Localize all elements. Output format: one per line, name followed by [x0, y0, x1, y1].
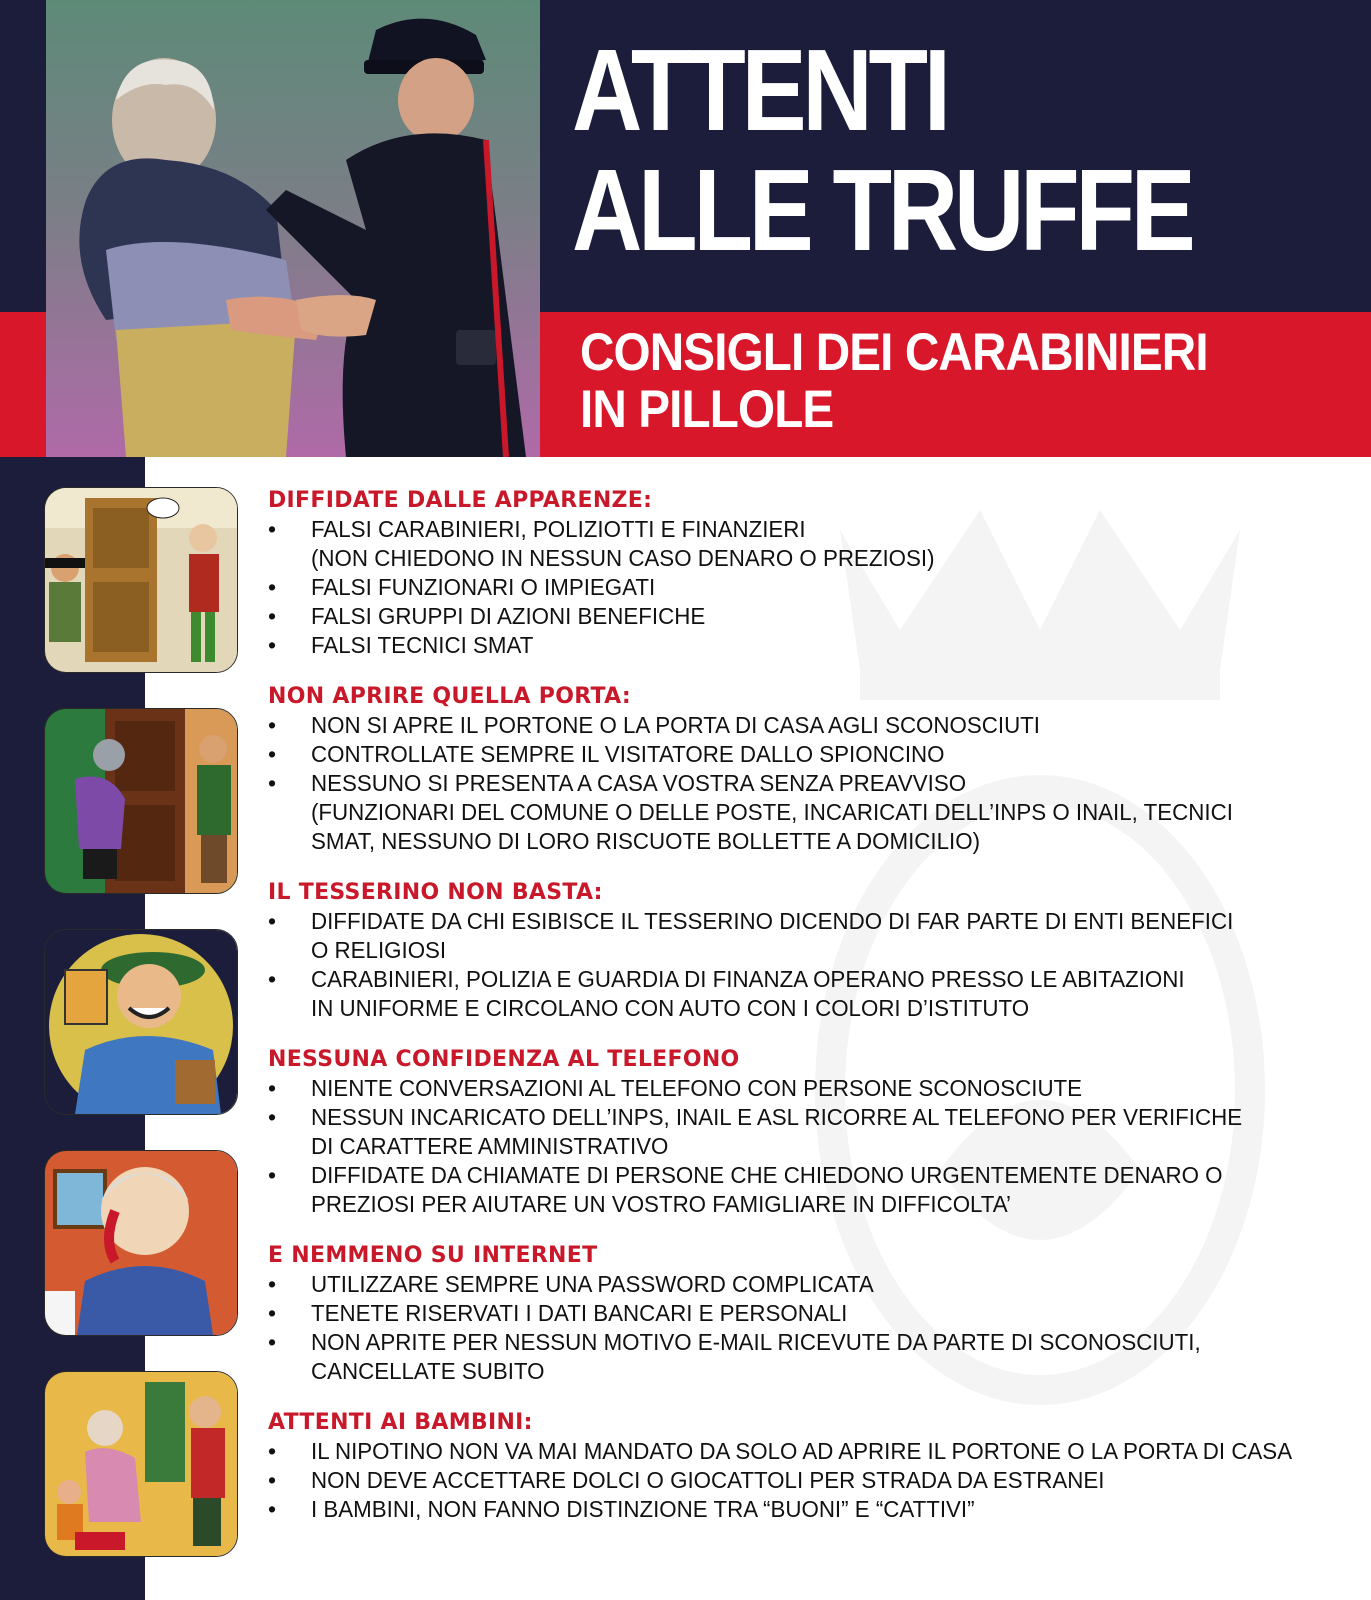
section-porta — [268, 682, 1358, 856]
list-item-continuation — [268, 798, 1358, 827]
children-door-illustration — [44, 1371, 238, 1557]
list-item — [268, 907, 1358, 936]
section-tesserino — [268, 878, 1358, 1023]
title-line: ATTENTI — [572, 25, 947, 155]
section-title: DIFFIDATE DALLE APPARENZE: — [268, 488, 653, 513]
line: NESSUN INCARICATO DELL’INPS, INAIL E ASL RICORRE AL TELEFONO PER VERIFICHE — [311, 1104, 1243, 1130]
line: SMAT, NESSUNO DI LORO RISCUOTE BOLLETTE A DOMICILIO) — [311, 828, 981, 854]
phone-call-illustration — [44, 1150, 238, 1336]
line: FALSI TECNICI SMAT — [311, 632, 534, 658]
list-item — [268, 740, 1358, 769]
section-title: IL TESSERINO NON BASTA: — [268, 880, 603, 905]
line: DIFFIDATE DA CHI ESIBISCE IL TESSERINO DICENDO DI FAR PARTE DI ENTI BENEFICI — [311, 908, 1234, 934]
section-bambini — [268, 1408, 1358, 1524]
list-item-continuation — [268, 1357, 1358, 1386]
line: NESSUNO SI PRESENTA A CASA VOSTRA SENZA PREAVVISO — [311, 770, 967, 796]
line: TENETE RISERVATI I DATI BANCARI E PERSONALI — [311, 1300, 848, 1326]
list-item-continuation — [268, 994, 1358, 1023]
section-diffidate — [268, 486, 1358, 660]
line: CANCELLATE SUBITO — [311, 1358, 545, 1384]
spyhole-door-illustration — [44, 708, 238, 894]
list-item — [268, 515, 1358, 544]
advice-list — [268, 486, 1358, 1546]
line: NIENTE CONVERSAZIONI AL TELEFONO CON PERSONE SCONOSCIUTE — [311, 1075, 1083, 1101]
line: DI CARATTERE AMMINISTRATIVO — [311, 1133, 669, 1159]
line: PREZIOSI PER AIUTARE UN VOSTRO FAMIGLIARE IN DIFFICOLTA’ — [311, 1191, 1011, 1217]
line: CARABINIERI, POLIZIA E GUARDIA DI FINANZA OPERANO PRESSO LE ABITAZIONI — [311, 966, 1185, 992]
carabiniere-handshake-illustration — [46, 0, 540, 457]
door-apparenze-illustration — [44, 487, 238, 673]
main-title — [572, 25, 1227, 275]
list-item — [268, 1161, 1358, 1190]
section-internet — [268, 1241, 1358, 1386]
line: NON DEVE ACCETTARE DOLCI O GIOCATTOLI PER STRADA DA ESTRANEI — [311, 1467, 1105, 1493]
list-item — [268, 1495, 1358, 1524]
line: IN UNIFORME E CIRCOLANO CON AUTO CON I COLORI D’ISTITUTO — [311, 995, 1030, 1021]
line: (NON CHIEDONO IN NESSUN CASO DENARO O PREZIOSI) — [311, 545, 935, 571]
line: CONTROLLATE SEMPRE IL VISITATORE DALLO SPIONCINO — [311, 741, 945, 767]
section-telefono — [268, 1045, 1358, 1219]
list-item-continuation — [268, 544, 1358, 573]
subtitle-line: CONSIGLI DEI CARABINIERI — [580, 323, 1208, 382]
list-item — [268, 711, 1358, 740]
list-item-continuation — [268, 1132, 1358, 1161]
list-item — [268, 1103, 1358, 1132]
list-item — [268, 602, 1358, 631]
list-item — [268, 1328, 1358, 1357]
list-item — [268, 573, 1358, 602]
list-item — [268, 1466, 1358, 1495]
line: UTILIZZARE SEMPRE UNA PASSWORD COMPLICATA — [311, 1271, 874, 1297]
line: NON APRITE PER NESSUN MOTIVO E-MAIL RICEVUTE DA PARTE DI SCONOSCIUTI, — [311, 1329, 1201, 1355]
subtitle-line: IN PILLOLE — [580, 380, 834, 439]
section-title: NON APRIRE QUELLA PORTA: — [268, 684, 631, 709]
list-item — [268, 1299, 1358, 1328]
list-item-continuation — [268, 1190, 1358, 1219]
line: FALSI GRUPPI DI AZIONI BENEFICHE — [311, 603, 706, 629]
section-title: NESSUNA CONFIDENZA AL TELEFONO — [268, 1047, 740, 1072]
line: I BAMBINI, NON FANNO DISTINZIONE TRA “BUONI” E “CATTIVI” — [311, 1496, 975, 1522]
line: (FUNZIONARI DEL COMUNE O DELLE POSTE, INCARICATI DELL’INPS O INAIL, TECNICI — [311, 799, 1233, 825]
fake-badge-illustration — [44, 929, 238, 1115]
list-item-continuation — [268, 827, 1358, 856]
list-item — [268, 1437, 1358, 1466]
section-title: ATTENTI AI BAMBINI: — [268, 1410, 533, 1435]
line: O RELIGIOSI — [311, 937, 447, 963]
line: DIFFIDATE DA CHIAMATE DI PERSONE CHE CHIEDONO URGENTEMENTE DENARO O — [311, 1162, 1223, 1188]
line: IL NIPOTINO NON VA MAI MANDATO DA SOLO AD APRIRE IL PORTONE O LA PORTA DI CASA — [311, 1438, 1293, 1464]
list-item — [268, 1270, 1358, 1299]
line: FALSI CARABINIERI, POLIZIOTTI E FINANZIERI — [311, 516, 806, 542]
line: FALSI FUNZIONARI O IMPIEGATI — [311, 574, 656, 600]
subtitle — [580, 324, 1264, 438]
list-item — [268, 769, 1358, 798]
section-title: E NEMMENO SU INTERNET — [268, 1243, 598, 1268]
list-item — [268, 631, 1358, 660]
header — [0, 0, 1371, 457]
list-item-continuation — [268, 936, 1358, 965]
line: NON SI APRE IL PORTONE O LA PORTA DI CASA AGLI SCONOSCIUTI — [311, 712, 1041, 738]
title-line: ALLE TRUFFE — [572, 145, 1192, 275]
list-item — [268, 965, 1358, 994]
list-item — [268, 1074, 1358, 1103]
